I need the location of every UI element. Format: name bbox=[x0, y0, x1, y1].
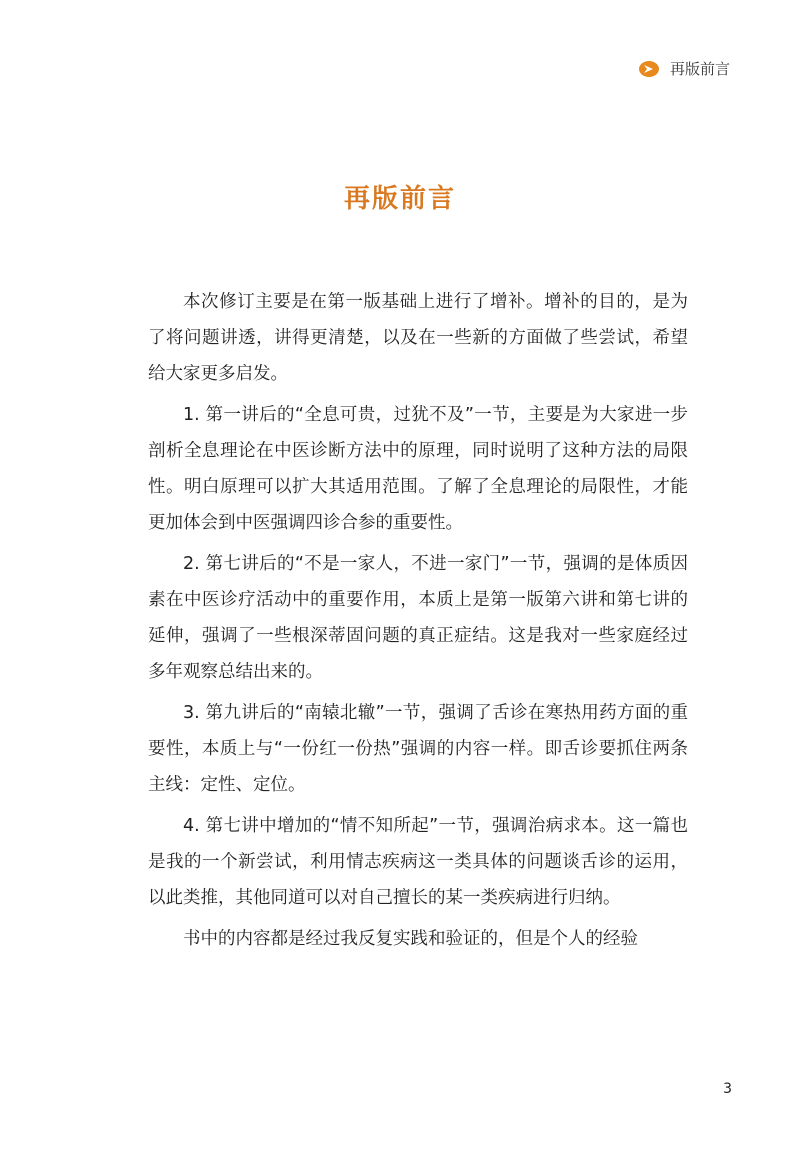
arrow-right-circle-icon bbox=[638, 60, 660, 78]
page-title: 再版前言 bbox=[343, 184, 456, 214]
paragraph-closing: 书中的内容都是经过我反复实践和验证的，但是个人的经验 bbox=[183, 929, 638, 949]
paragraph-item-2: 2. 第七讲后的“不是一家人，不进一家门”一节，强调的是体质因素在中医诊疗活动中的重要作用，本质上是第一版第六讲和第七讲的延伸，强调了一些根深蒂固问题的真正症结。这是我对一些家庭经过多年观察总结出来的。 bbox=[148, 554, 688, 682]
running-header bbox=[638, 58, 730, 79]
paragraph-item-3: 3. 第九讲后的“南辕北辙”一节，强调了舌诊在寒热用药方面的重要性，本质上与“一份红一份热”强调的内容一样。即舌诊要抓住两条主线：定性、定位。 bbox=[148, 703, 688, 795]
paragraph-item-1: 1. 第一讲后的“全息可贵，过犹不及”一节，主要是为大家进一步剖析全息理论在中医诊断方法中的原理，同时说明了这种方法的局限性。明白原理可以扩大其适用范围。了解了全息理论的局限性，才能更加体会到中医强调四诊合参的重要性。 bbox=[148, 405, 688, 533]
running-header-label: 再版前言 bbox=[669, 60, 730, 78]
paragraph-item-4: 4. 第七讲中增加的“情不知所起”一节，强调治病求本。这一篇也是我的一个新尝试，利用情志疾病这一类具体的问题谈舌诊的运用，以此类推，其他同道可以对自己擅长的某一类疾病进行归纳。 bbox=[148, 816, 688, 908]
paragraph-intro: 本次修订主要是在第一版基础上进行了增补。增补的目的，是为了将问题讲透，讲得更清楚，以及在一些新的方面做了些尝试，希望给大家更多启发。 bbox=[148, 292, 688, 384]
page-number: 3 bbox=[723, 1081, 732, 1097]
body-text bbox=[148, 284, 688, 962]
